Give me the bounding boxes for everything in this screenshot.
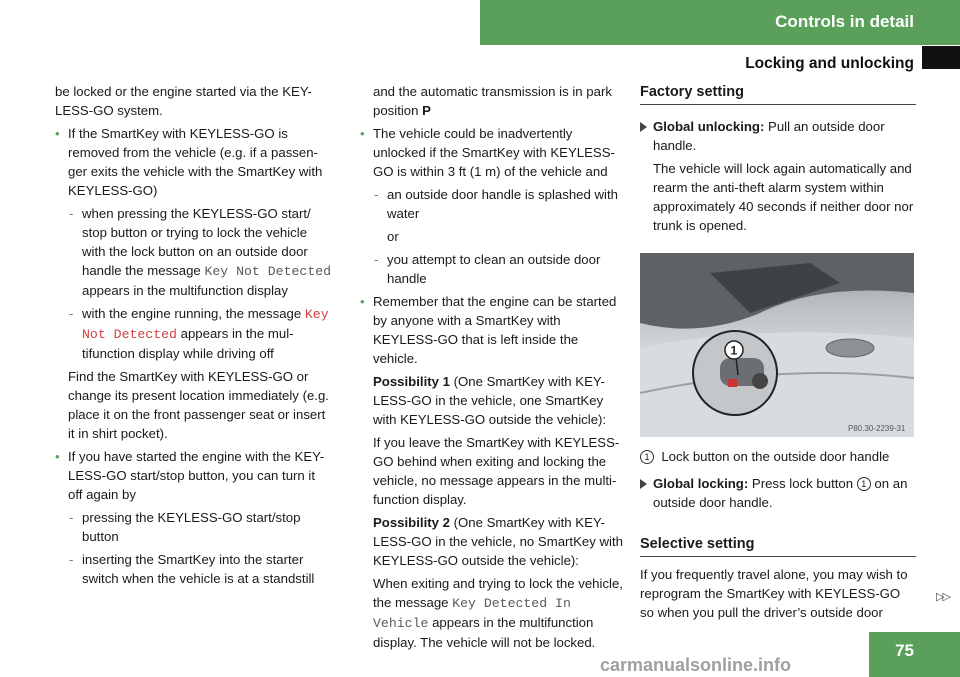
intro-text: be locked or the engine started via the KEY-LESS-GO system. <box>55 84 312 118</box>
arrow-icon <box>640 479 647 489</box>
chapter-title: Controls in detail <box>775 12 914 31</box>
bullet-item: • If the SmartKey with KEYLESS-GO is removed from the vehicle (e.g. if a passen-ger exits the vehicle with the SmartKey with KEYLESS-GO) <box>55 126 323 198</box>
door-handle-illustration <box>640 253 914 437</box>
display-message: Key Not Detected <box>204 264 332 279</box>
dash-item: - pressing the KEYLESS-GO start/stop button <box>69 510 301 544</box>
photo-caption: 1 Lock button on the outside door handle <box>640 447 916 466</box>
dash-item: - with the engine running, the message Key Not Detected appears in the mul-tifunction display while driving off <box>69 306 329 361</box>
section-title: Locking and unlocking <box>745 55 914 72</box>
dash-item: - when pressing the KEYLESS-GO start/ stop button or trying to lock the vehicle with the lock button on an outside door handle the message Key Not Detected appears in the multifunction display <box>69 206 332 298</box>
dash-icon: - <box>374 187 379 202</box>
possibility-1: Possibility 1 (One SmartKey with KEY-LESS-GO in the vehicle, one SmartKey with KEYLESS-GO outside the vehicle): <box>373 374 607 427</box>
next-page-icon: ▷▷ <box>936 591 949 603</box>
arrow-icon <box>640 122 647 132</box>
instruction-text: Find the SmartKey with KEYLESS-GO or change its present location immediately (e.g. place it on the front passenger seat or insert it in shirt pocket). <box>68 369 329 441</box>
bullet-item: • The vehicle could be inadvertently unlocked if the SmartKey with KEYLESS-GO is within 3 ft (1 m) of the vehicle and <box>360 126 615 179</box>
column-3 <box>640 82 916 622</box>
selective-setting-heading: Selective setting <box>640 534 916 557</box>
door-handle-photo <box>640 253 914 437</box>
callout-number: 1 <box>730 343 738 358</box>
bullet-item: • If you have started the engine with the KEY-LESS-GO start/stop button, you can turn it off again by <box>55 449 325 502</box>
dash-item: - you attempt to clean an outside door handle <box>374 252 601 286</box>
bullet-icon: • <box>55 449 60 464</box>
dash-item: - inserting the SmartKey into the starter switch when the vehicle is at a standstill <box>69 552 315 586</box>
or-text: or <box>387 229 399 244</box>
possibility-1-body: If you leave the SmartKey with KEYLESS-GO behind when exiting and locking the vehicle, no message appears in the multi-function display. <box>373 435 620 507</box>
dash-item: - an outside door handle is splashed with water <box>374 187 618 221</box>
possibility-2: Possibility 2 (One SmartKey with KEY-LESS-GO in the vehicle, no SmartKey with KEYLESS-GO outside the vehicle): <box>373 515 623 568</box>
instruction-step: Global unlocking: Pull an outside door handle. <box>640 117 916 155</box>
bullet-icon: • <box>360 126 365 141</box>
continuation-text: and the automatic transmission is in park position P <box>373 84 612 118</box>
dash-icon: - <box>69 552 74 567</box>
section-marker <box>922 46 960 69</box>
dash-icon: - <box>69 206 74 221</box>
chapter-header <box>480 0 960 45</box>
dash-icon: - <box>69 306 74 321</box>
column-1 <box>55 82 333 588</box>
bullet-icon: • <box>55 126 60 141</box>
possibility-2-body: When exiting and trying to lock the vehicle, the message Key Detected In Vehicle appears in the multifunction display. The vehicle will not be locked. <box>373 576 623 650</box>
display-message: Key Detected In Vehicle <box>373 596 571 631</box>
selective-text: If you frequently travel alone, you may wish to reprogram the SmartKey with KEYLESS-GO so when you pull the driver’s outside door <box>640 567 908 620</box>
page-number: 75 <box>895 641 914 660</box>
factory-setting-heading: Factory setting <box>640 82 916 105</box>
column-2 <box>360 82 624 652</box>
dash-icon: - <box>374 252 379 267</box>
relock-text: The vehicle will lock again automatically and rearm the anti-theft alarm system within approximately 40 seconds if neither door nor trunk is opened. <box>653 161 914 233</box>
display-message: Key Not Detected <box>82 307 329 342</box>
bullet-icon: • <box>360 294 365 309</box>
instruction-step: Global locking: Press lock button 1 on an outside door handle. <box>640 474 916 512</box>
dash-icon: - <box>69 510 74 525</box>
page-number-box <box>869 632 960 677</box>
watermark: carmanualsonline.info <box>600 655 792 675</box>
bullet-item: • Remember that the engine can be started by anyone with a SmartKey with KEYLESS-GO that is left inside the vehicle. <box>360 294 617 366</box>
image-code: P80.30-2239-31 <box>848 424 906 433</box>
